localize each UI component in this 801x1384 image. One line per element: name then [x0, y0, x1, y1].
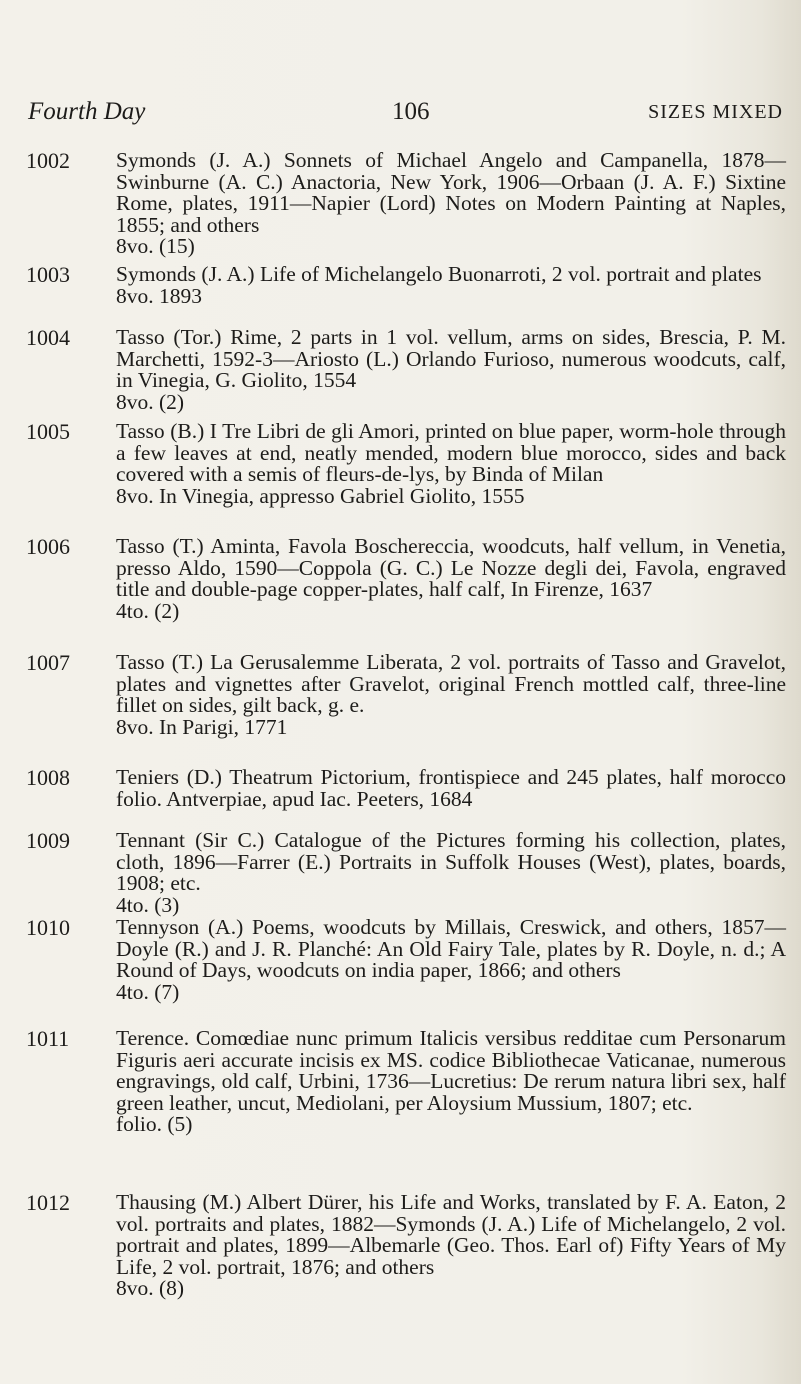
lot-entry	[26, 264, 786, 307]
lot-text: Symonds (J. A.) Life of Michelangelo Buonarroti, 2 vol. portrait and plates	[116, 262, 762, 286]
lot-text: Tennyson (A.) Poems, woodcuts by Millais, Creswick, and others, 1857—Doyle (R.) and J. R. Planché: An Old Fairy Tale, plates by R. Doyle, n. d.; A Round of Days, woodcuts on india paper, 1866; and others	[116, 915, 786, 983]
lot-description	[116, 327, 786, 413]
lot-format: 8vo. In Parigi, 1771	[116, 714, 288, 739]
lot-format: folio. (5)	[116, 1112, 193, 1137]
section-heading: SIZES MIXED	[648, 101, 783, 123]
lot-number: 1012	[26, 1190, 70, 1215]
lot-description	[116, 767, 786, 810]
lot-text: Thausing (M.) Albert Dürer, his Life and Works, translated by F. A. Eaton, 2 vol. portraits and plates, 1882—Symonds (J. A.) Life of Michelangelo, 2 vol. portrait and plates, 1899—Albemarle (Geo. Thos. Earl of) Fifty Years of My Life, 2 vol. portrait, 1876; and others	[116, 1190, 786, 1279]
lot-number: 1007	[26, 650, 70, 675]
lot-description	[116, 421, 786, 507]
lot-format: 8vo. In Vinegia, appresso Gabriel Giolito, 1555	[116, 483, 525, 508]
lot-entry	[26, 917, 786, 1003]
lot-entry	[26, 421, 786, 507]
lot-text: Teniers (D.) Theatrum Pictorium, frontispiece and 245 plates, half morocco folio. Antverpiae, apud Iac. Peeters, 1684	[116, 765, 786, 811]
lot-entry	[26, 327, 786, 413]
lot-number: 1009	[26, 828, 70, 853]
lot-description	[116, 917, 786, 1003]
lot-text: Symonds (J. A.) Sonnets of Michael Angelo and Campanella, 1878—Swinburne (A. C.) Anactoria, New York, 1906—Orbaan (J. A. F.) Sixtine Rome, plates, 1911—Napier (Lord) Notes on Modern Painting at Naples, 1855; and others	[116, 148, 786, 237]
page-header	[28, 98, 783, 138]
lot-format: 8vo. (15)	[116, 234, 195, 259]
lot-entry	[26, 767, 786, 810]
lot-text: Tasso (Tor.) Rime, 2 parts in 1 vol. vellum, arms on sides, Brescia, P. M. Marchetti, 1592-3—Ariosto (L.) Orlando Furioso, numerous woodcuts, calf, in Vinegia, G. Giolito, 1554	[116, 325, 786, 393]
lot-format: 4to. (3)	[116, 892, 180, 917]
lot-number: 1002	[26, 148, 70, 173]
lot-format: 8vo. (2)	[116, 389, 185, 414]
lot-entry	[26, 830, 786, 916]
lot-number: 1003	[26, 262, 70, 287]
lot-entry	[26, 536, 786, 622]
lot-description	[116, 1192, 786, 1300]
lot-text: Tasso (T.) La Gerusalemme Liberata, 2 vol. portraits of Tasso and Gravelot, plates and vignettes after Gravelot, original French mottled calf, three-line fillet on sides, gilt back, g. e.	[116, 650, 786, 718]
lot-entry	[26, 652, 786, 738]
lot-description	[116, 652, 786, 738]
lot-description	[116, 150, 786, 258]
lot-entry	[26, 1192, 786, 1300]
lot-text: Terence. Comœdiae nunc primum Italicis versibus redditae cum Personarum Figuris aeri accurate incisis ex MS. codice Bibliothecae Vaticanae, numerous engravings, old calf, Urbini, 1736—Lucretius: De rerum natura libri sex, half green leather, uncut, Mediolani, per Aloysium Mussium, 1807; etc.	[116, 1026, 786, 1115]
lot-format: 8vo. 1893	[116, 283, 202, 308]
lot-text: Tasso (T.) Aminta, Favola Boschereccia, woodcuts, half vellum, in Venetia, presso Aldo, 1590—Coppola (G. C.) Le Nozze degli dei, Favola, engraved title and double-page copper-plates, half calf, In Firenze, 1637	[116, 534, 786, 602]
lot-description	[116, 264, 786, 307]
lot-entry	[26, 1028, 786, 1136]
lot-format: 4to. (2)	[116, 598, 180, 623]
lot-description	[116, 1028, 786, 1136]
lot-description	[116, 536, 786, 622]
lot-text: Tasso (B.) I Tre Libri de gli Amori, printed on blue paper, worm-hole through a few leaves at end, neatly mended, modern blue morocco, sides and back covered with a semis of fleurs-de-lys, by Binda of Milan	[116, 419, 786, 487]
lot-number: 1008	[26, 765, 70, 790]
lot-number: 1005	[26, 419, 70, 444]
lot-format: 8vo. (8)	[116, 1276, 185, 1301]
lot-number: 1006	[26, 534, 70, 559]
lot-format: 4to. (7)	[116, 979, 180, 1004]
day-heading: Fourth Day	[28, 98, 146, 125]
lot-number: 1011	[26, 1026, 70, 1051]
lot-number: 1010	[26, 915, 70, 940]
lot-entry	[26, 150, 786, 258]
lot-number: 1004	[26, 325, 70, 350]
lot-description	[116, 830, 786, 916]
lot-text: Tennant (Sir C.) Catalogue of the Pictures forming his collection, plates, cloth, 1896—Farrer (E.) Portraits in Suffolk Houses (West), plates, boards, 1908; etc.	[116, 828, 786, 896]
page-number: 106	[392, 98, 430, 125]
